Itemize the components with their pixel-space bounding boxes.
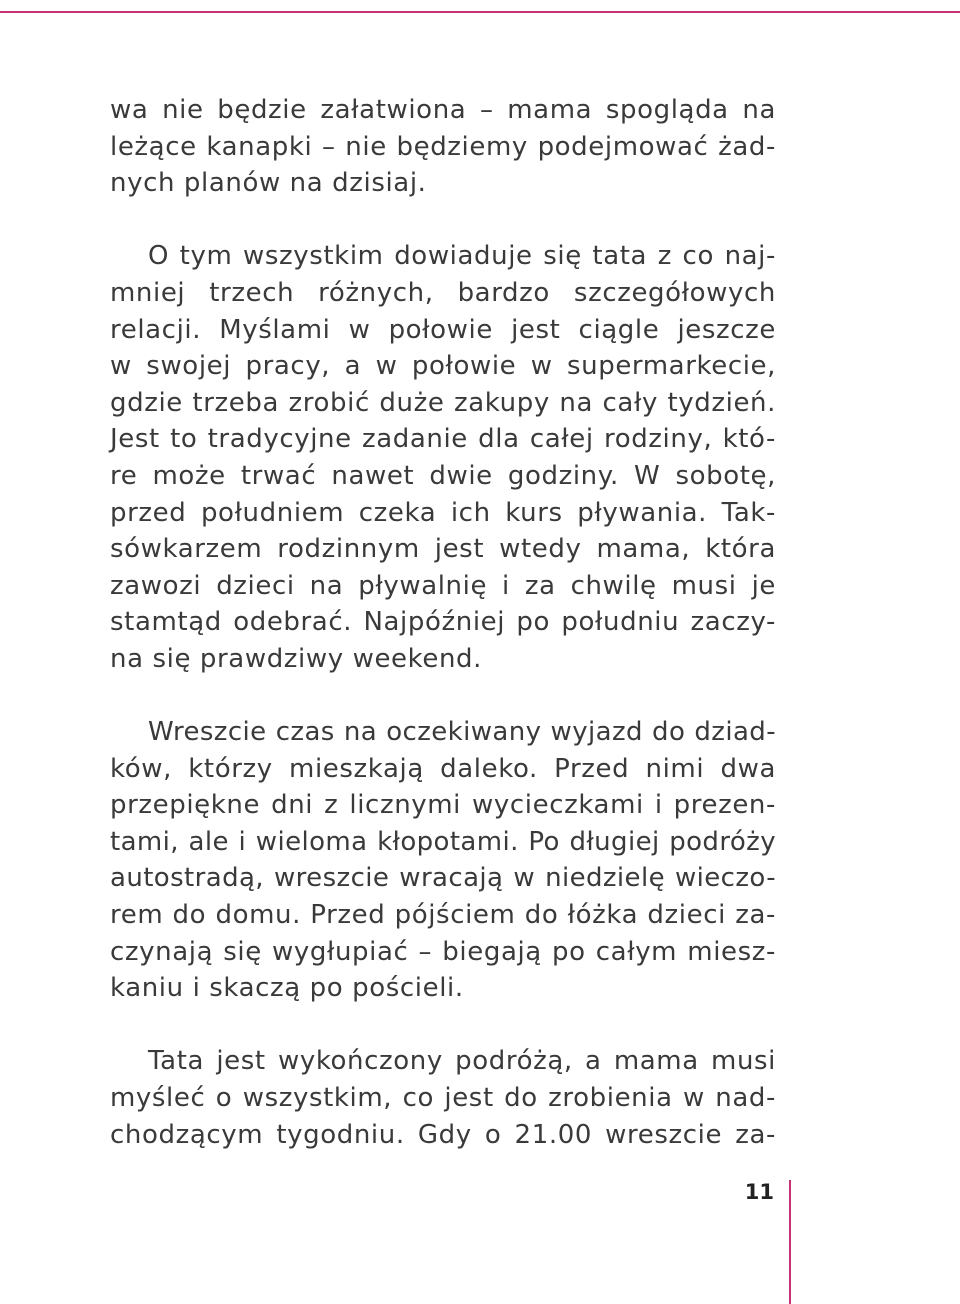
text-line: stamtąd odebrać. Najpóźniej po południu zaczy- (110, 607, 776, 638)
text-line: re może trwać nawet dwie godziny. W sobotę, (110, 460, 776, 491)
page-text (110, 92, 776, 1153)
paragraph-gap (110, 202, 776, 239)
paragraph-gap (110, 678, 776, 715)
page-number-accent-rule (789, 1180, 791, 1304)
text-line: w swojej pracy, a w połowie w supermarkecie, (110, 351, 776, 382)
text-line: chodzącym tygodniu. Gdy o 21.00 wreszcie za- (110, 1119, 776, 1150)
text-line: myśleć o wszystkim, co jest do zrobienia w nad- (110, 1083, 776, 1114)
text-line: kaniu i skaczą po pościeli. (110, 973, 464, 1004)
text-line: Wreszcie czas na oczekiwany wyjazd do dziad- (148, 717, 776, 748)
paragraph (110, 92, 776, 202)
text-line: zawozi dzieci na pływalnię i za chwilę musi je (110, 570, 776, 601)
text-line: nych planów na dzisiaj. (110, 168, 427, 199)
text-line: przepiękne dni z licznymi wycieczkami i prezen- (110, 790, 776, 821)
top-accent-rule (0, 11, 960, 13)
text-line: relacji. Myślami w połowie jest ciągle jeszcze (110, 314, 776, 345)
paragraph (110, 238, 776, 677)
text-line: Tata jest wykończony podróżą, a mama musi (148, 1046, 776, 1077)
text-line: wa nie będzie załatwiona – mama spogląda na (110, 95, 776, 125)
paragraph-gap (110, 1007, 776, 1044)
text-line: leżące kanapki – nie będziemy podejmować żad- (110, 131, 776, 162)
paragraph (110, 1043, 776, 1153)
text-line: Jest to tradycyjne zadanie dla całej rodziny, któ- (110, 424, 776, 455)
text-line: O tym wszystkim dowiaduje się tata z co naj- (148, 241, 776, 272)
text-line: autostradą, wreszcie wracają w niedzielę wieczo- (110, 863, 776, 894)
text-line: czynają się wygłupiać – biegają po całym miesz- (110, 936, 776, 967)
page-number: 11 (744, 1180, 774, 1204)
text-line: ków, którzy mieszkają daleko. Przed nimi dwa (110, 753, 776, 784)
text-line: tami, ale i wieloma kłopotami. Po długiej podróży (110, 826, 776, 857)
text-line: na się prawdziwy weekend. (110, 643, 483, 674)
text-line: mniej trzech różnych, bardzo szczegółowych (110, 277, 776, 308)
text-line: rem do domu. Przed pójściem do łóżka dzieci za- (110, 900, 776, 931)
paragraph (110, 714, 776, 1007)
text-line: gdzie trzeba zrobić duże zakupy na cały tydzień. (110, 387, 776, 418)
text-line: sówkarzem rodzinnym jest wtedy mama, która (110, 534, 776, 565)
text-line: przed południem czeka ich kurs pływania. Tak- (110, 497, 776, 528)
